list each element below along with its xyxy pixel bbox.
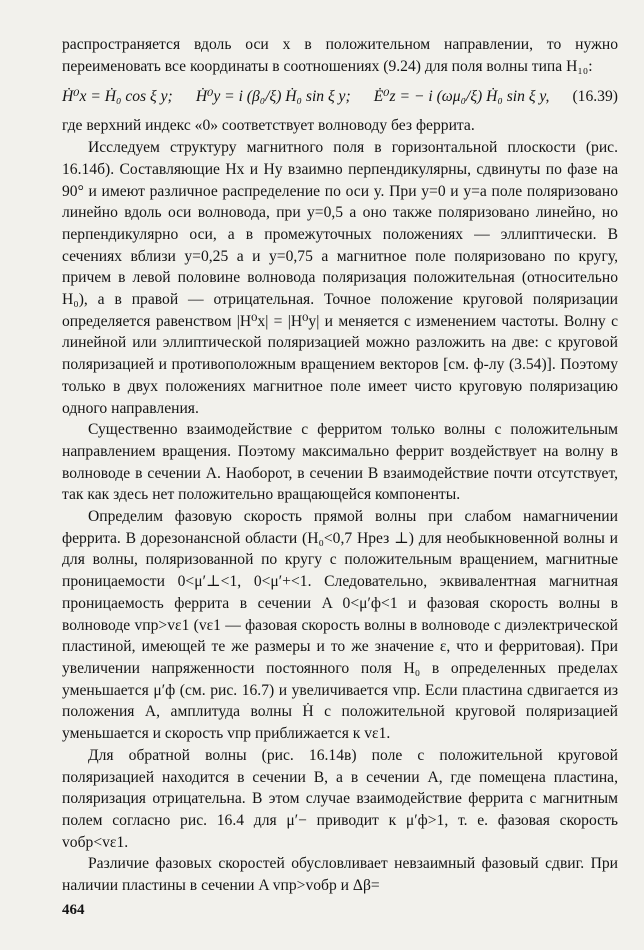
equation-ez: Ė⁰z = − i (ωμ₀/ξ) Ḣ₀ sin ξ y,	[373, 87, 550, 105]
equation-16-39	[62, 79, 618, 113]
paragraph-intro: распространяется вдоль оси x в положительном направлении, то нужно переименовать все координаты в соотношениях (9.24) для поля волны типа H₁₀:	[62, 36, 618, 75]
text-block	[62, 34, 618, 897]
paragraph-phase-shift: Различие фазовых скоростей обусловливает невзаимный фазовый сдвиг. При наличии пластины в сечении A vпр>vобр и Δβ=	[62, 855, 618, 895]
equation-number: (16.39)	[572, 87, 618, 105]
page-number: 464	[62, 902, 85, 918]
paragraph-superscript-note: где верхний индекс «0» соответствует волноводу без феррита.	[62, 117, 475, 135]
equation-hy: Ḣ⁰y = i (β₀/ξ) Ḣ₀ sin ξ y;	[195, 87, 351, 105]
paragraph-backward-wave: Для обратной волны (рис. 16.14в) поле с положительной круговой поляризацией находится в сечении B, а в сечении A, где помещена пластина, поляризация отрицательна. В этом случае взаимодействие феррита с магнитным полем согласно рис. 16.4 для μ′− приводит к μ′ф>1, т. е. фазовая скорость vобр<vε1.	[62, 746, 618, 851]
paragraph-interaction: Существенно взаимодействие с ферритом только волны с положительным направлением вращения. Поэтому максимально феррит воздействует на волну в волноводе в сечении A. Наоборот, в сечении B взаимодействие почти отсутствует, так как здесь нет положительно вращающейся компоненты.	[62, 421, 618, 504]
equation-hx: Ḣ⁰x = Ḣ₀ cos ξ y;	[62, 87, 173, 105]
paragraph-forward-wave: Определим фазовую скорость прямой волны при слабом намагничении феррита. В дорезонансной области (H₀<0,7 Hрез ⊥) для необыкновенной волны и для волны, поляризованной по кругу с положительным вращением, магнитные проницаемости 0<μ′⊥<1, 0<μ′+<1. Следовательно, эквивалентная магнитная проницаемость феррита в сечении A 0<μ′ф<1 и фазовая скорость волны в волноводе vпр>vε1 (vε1 — фазовая скорость волны в волноводе с диэлектрической пластиной, имеющей те же размеры и то же значение ε, что и ферритовая). При увеличении напряженности постоянного поля H₀ в определенных пределах уменьшается μ′ф (см. рис. 16.7) и увеличивается vпр. Если пластина сдвигается из положения A, амплитуда волны Ḣ с положительной круговой поляризацией уменьшается и скорость vпр приближается к vε1.	[62, 508, 618, 743]
paragraph-field-structure: Исследуем структуру магнитного поля в горизонтальной плоскости (рис. 16.14б). Составляющие Hx и Hy взаимно перпендикулярны, сдвинуты по фазе на 90° и имеют различное распределение по оси y. При y=0 и y=a поле поляризовано линейно вдоль оси волновода, при y=0,5 a оно также поляризовано линейно, но перпендикулярно оси, а в промежуточных положениях — эллиптически. В сечениях вблизи y=0,25 a и y=0,75 a магнитное поле поляризовано по кругу, причем в левой половине волновода поляризация положительная (относительно H₀), а в правой — отрицательная. Точное положение круговой поляризации определяется равенством |H⁰x| = |H⁰y| и меняется с изменением частоты. Волну с линейной или эллиптической поляризацией можно разложить на две: с круговой поляризацией и противоположным вращением векторов [см. ф-лу (3.54)]. Поэтому только в двух положениях магнитное поле имеет чисто круговую поляризацию одного направления.	[62, 139, 618, 417]
